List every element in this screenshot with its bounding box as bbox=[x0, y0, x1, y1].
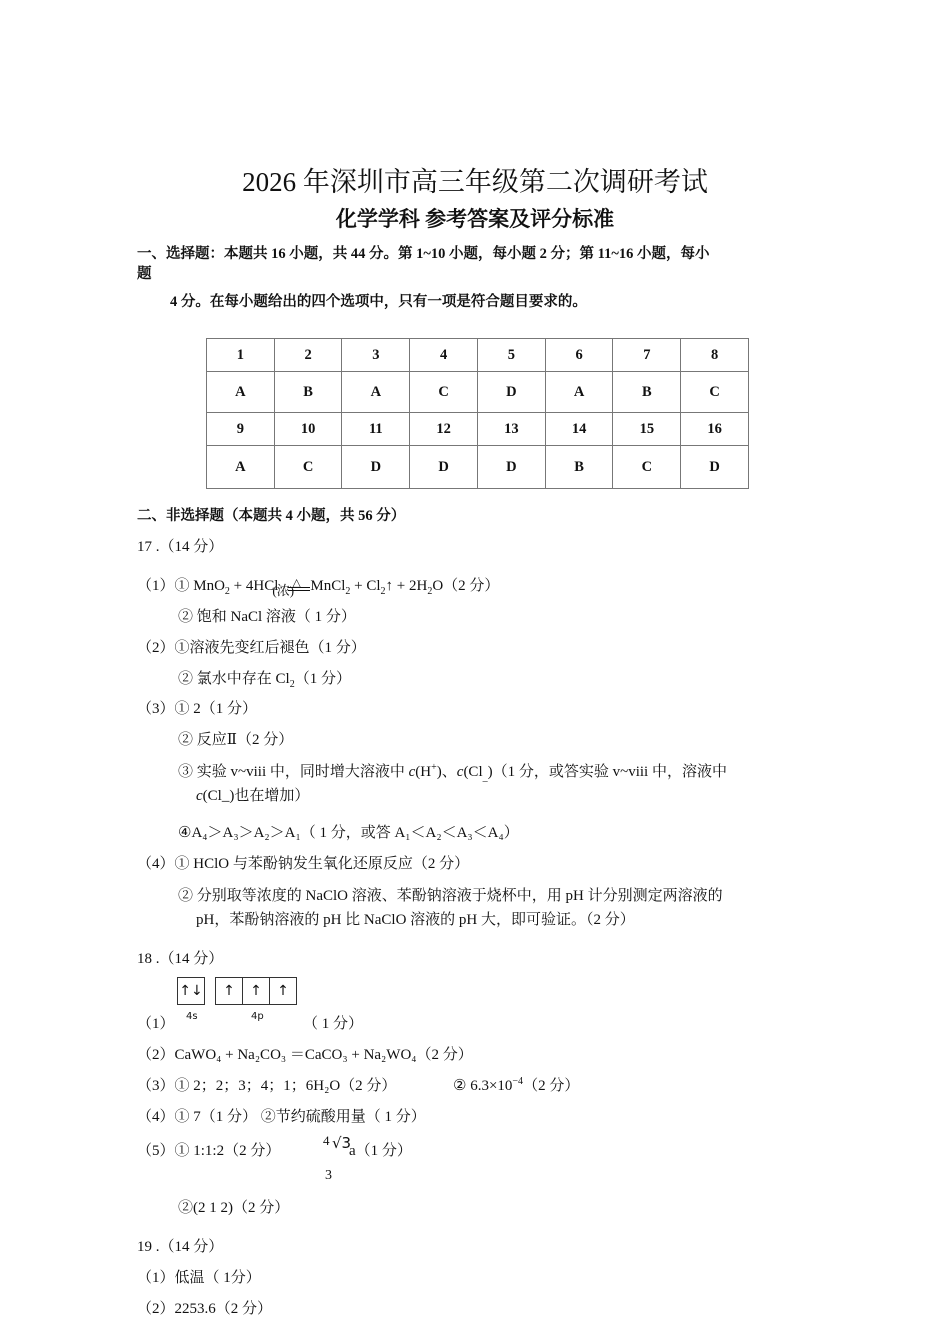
table-cell: D bbox=[477, 446, 545, 489]
delta-icon: △ bbox=[292, 576, 301, 589]
table-cell: D bbox=[681, 446, 749, 489]
q18-part1-score: （ 1 分） bbox=[303, 1016, 364, 1032]
table-cell: 6 bbox=[545, 339, 613, 372]
section1-instructions-line1: 一、选择题：本题共 16 小题，共 44 分。第 1~10 小题，每小题 2 分；第 11~16 小题，每小 bbox=[137, 246, 710, 262]
orbital-box-4s bbox=[177, 977, 205, 1005]
table-cell: 9 bbox=[207, 413, 275, 446]
text: c bbox=[456, 764, 464, 780]
page-title: 2026 年深圳市高三年级第二次调研考试 bbox=[242, 167, 708, 197]
q17-part4-2-line1: ② 分别取等浓度的 NaClO 溶液、苯酚钠溶液于烧杯中，用 pH 计分别测定两溶液的 bbox=[178, 888, 723, 904]
q17-part2-1: （2）①溶液先变红后褪色（1 分） bbox=[137, 640, 366, 656]
text: (Cl bbox=[463, 764, 483, 780]
section1-instructions-line1b: 题 bbox=[137, 266, 152, 282]
q17-heading: 17 .（14 分） bbox=[137, 539, 224, 555]
eq-condition: (浓) bbox=[272, 583, 295, 598]
text: (Cl_)也在增加） bbox=[202, 788, 310, 804]
table-cell: 4 bbox=[410, 339, 478, 372]
up-arrow-icon: ↑ bbox=[223, 983, 235, 999]
q17-part3-2: ② 反应Ⅱ（2 分） bbox=[178, 732, 294, 748]
table-row-numbers-1 bbox=[207, 339, 749, 372]
text: ③ 实验 v~viii 中，同时增大溶液中 bbox=[178, 764, 409, 780]
table-cell: B bbox=[545, 446, 613, 489]
q19-part2: （2）2253.6（2 分） bbox=[137, 1301, 273, 1317]
table-cell: A bbox=[342, 372, 410, 413]
table-cell: C bbox=[410, 372, 478, 413]
text: ② 6.3×10 bbox=[453, 1078, 513, 1094]
q17-part3-3-line2 bbox=[196, 784, 309, 805]
text: )、 bbox=[436, 764, 457, 780]
table-cell: 15 bbox=[613, 413, 681, 446]
q18-part3-2 bbox=[453, 1074, 579, 1095]
text: (H bbox=[415, 764, 432, 780]
q18-part5-var: a（1 分） bbox=[349, 1143, 412, 1159]
table-cell: 10 bbox=[274, 413, 342, 446]
text: （1 分） bbox=[294, 671, 351, 687]
q18-part1-prefix: （1） bbox=[137, 1016, 175, 1032]
table-cell: A bbox=[207, 446, 275, 489]
eq-text: O（2 分） bbox=[432, 578, 500, 594]
section2-heading: 二、非选择题（本题共 4 小题，共 56 分） bbox=[137, 508, 406, 524]
table-cell: C bbox=[613, 446, 681, 489]
q17-part1-equation: （1）① MnO$_2$ + 4HCl (浓) △ MnCl$_2$ + $Cl_2↑ + 2H_2O(2$ 分） bbox=[137, 576, 500, 598]
table-cell: 2 bbox=[274, 339, 342, 372]
orbital-box-4p bbox=[215, 977, 297, 1005]
table-cell: 11 bbox=[342, 413, 410, 446]
q18-heading: 18 .（14 分） bbox=[137, 951, 224, 967]
q18-part2: （2）CaWO₄ + Na₂CO₃ ＝CaCO₃ + Na₂WO₄（2 分） bbox=[137, 1047, 473, 1063]
eq-text: + 4HCl bbox=[229, 578, 279, 594]
table-row-answers-1 bbox=[207, 372, 749, 413]
q19-part1: （1）低温（ 1分） bbox=[137, 1270, 261, 1286]
q18-part5-2: ②(2 1 2)（2 分） bbox=[178, 1200, 290, 1216]
table-cell: B bbox=[613, 372, 681, 413]
orbital-label-4p: 4p bbox=[251, 1011, 264, 1022]
text: ② 氯水中存在 Cl bbox=[178, 671, 290, 687]
table-cell: 12 bbox=[410, 413, 478, 446]
eq-text: MnCl bbox=[310, 578, 346, 594]
q18-part4: （4）① 7（1 分） ②节约硫酸用量（ 1 分） bbox=[137, 1109, 426, 1125]
table-cell: C bbox=[274, 446, 342, 489]
table-cell: D bbox=[342, 446, 410, 489]
section1-instructions-line2: 4 分。在每小题给出的四个选项中，只有一项是符合题目要求的。 bbox=[170, 294, 587, 310]
q19-heading: 19 .（14 分） bbox=[137, 1239, 224, 1255]
page-subtitle: 化学学科 参考答案及评分标准 bbox=[335, 207, 615, 231]
table-row-answers-2 bbox=[207, 446, 749, 489]
text: )（1 分，或答实验 v~viii 中，溶液中 bbox=[487, 764, 727, 780]
table-row-numbers-2 bbox=[207, 413, 749, 446]
table-cell: 1 bbox=[207, 339, 275, 372]
eq-text: （1）① MnO bbox=[137, 578, 225, 594]
table-cell: 5 bbox=[477, 339, 545, 372]
table-cell: 16 bbox=[681, 413, 749, 446]
orbital-label-4s: 4s bbox=[186, 1011, 198, 1022]
table-cell: A bbox=[545, 372, 613, 413]
sqrt-icon: √3 bbox=[332, 1134, 352, 1152]
eq-text: + Cl bbox=[350, 578, 381, 594]
up-down-arrow-icon: ↑↓ bbox=[179, 983, 203, 999]
answer-table bbox=[206, 338, 749, 489]
q18-part5-denominator: 3 bbox=[325, 1168, 332, 1183]
text: c bbox=[408, 764, 416, 780]
q17-part4-1: （4）① HClO 与苯酚钠发生氧化还原反应（2 分） bbox=[137, 856, 470, 872]
q17-part3-1: （3）① 2（1 分） bbox=[137, 701, 258, 717]
eq-text: ↑ + 2H bbox=[385, 578, 428, 594]
q17-part3-4: ④A₄＞A₃＞A₂＞A₁（ 1 分，或答 A₁＜A₂＜A₃＜A₄） bbox=[178, 825, 519, 841]
q17-part1-2: ② 饱和 NaCl 溶液（ 1 分） bbox=[178, 609, 356, 625]
q18-part5-1: （5）① 1:1:2（2 分） bbox=[137, 1143, 281, 1159]
text: + bbox=[431, 762, 437, 773]
q17-part3-3-line1: ③ 实验 v~viii 中，同时增大溶液中 c(H+)、$c(Cl_{\_})(1$ 分，或答实验 v~viii 中，溶液中 bbox=[178, 762, 727, 783]
text: −4 bbox=[512, 1076, 524, 1087]
table-cell: C bbox=[681, 372, 749, 413]
text: c bbox=[196, 788, 203, 804]
table-cell: 8 bbox=[681, 339, 749, 372]
q17-part2-2: ② 氯水中存在 $Cl_2(1$ 分） bbox=[178, 671, 351, 690]
q17-part4-2-line2: pH，苯酚钠溶液的 pH 比 NaClO 溶液的 pH 大，即可验证。（2 分） bbox=[196, 912, 635, 928]
table-cell: 14 bbox=[545, 413, 613, 446]
table-cell: B bbox=[274, 372, 342, 413]
table-cell: D bbox=[477, 372, 545, 413]
q18-part5-coef: 4 bbox=[323, 1133, 330, 1148]
up-arrow-icon: ↑ bbox=[269, 978, 296, 1004]
up-arrow-icon: ↑ bbox=[242, 978, 269, 1004]
table-cell: D bbox=[410, 446, 478, 489]
table-cell: 7 bbox=[613, 339, 681, 372]
table-cell: A bbox=[207, 372, 275, 413]
table-cell: 13 bbox=[477, 413, 545, 446]
table-cell: 3 bbox=[342, 339, 410, 372]
text: （2 分） bbox=[523, 1078, 580, 1094]
q18-part3-1: （3）① 2；2；3；4；1；6H₂O（2 分） bbox=[137, 1078, 397, 1094]
